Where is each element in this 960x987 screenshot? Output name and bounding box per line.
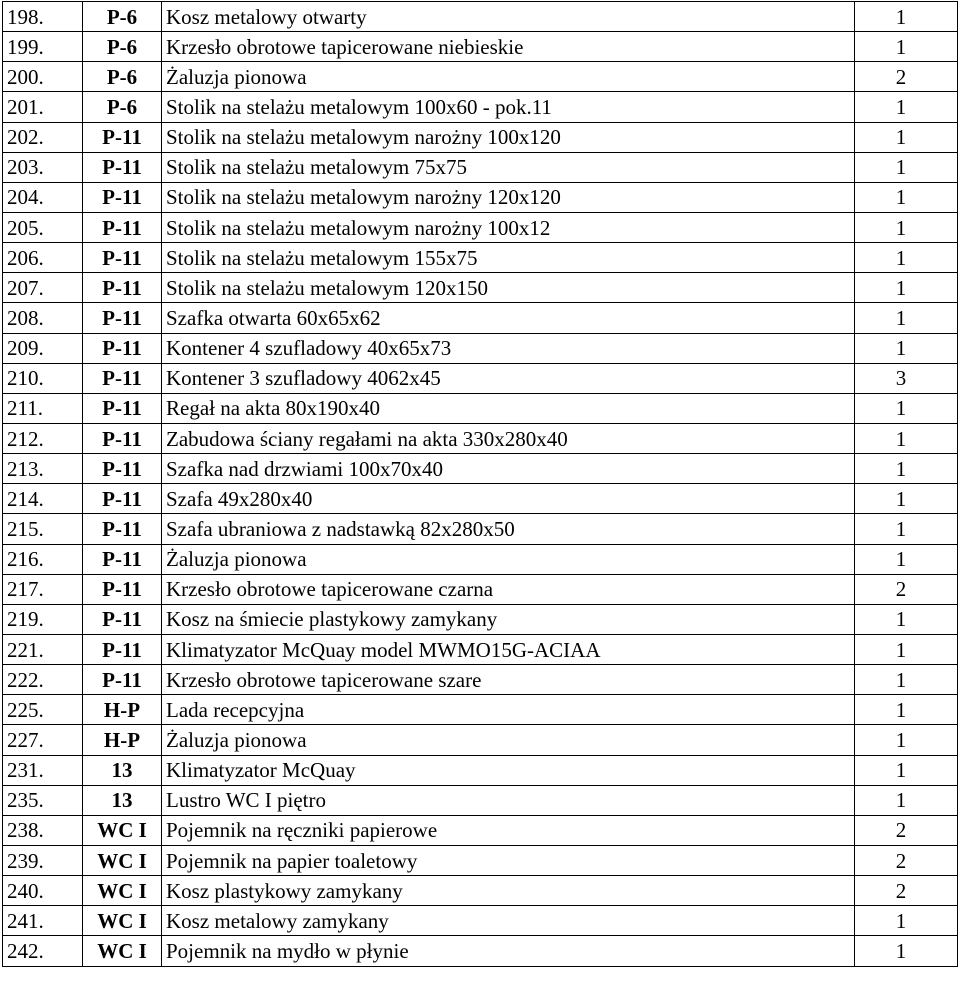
item-name-cell: Pojemnik na ręczniki papierowe <box>162 815 855 845</box>
room-code-cell: H-P <box>83 725 162 755</box>
quantity-cell: 1 <box>855 634 958 664</box>
table-row <box>3 725 958 755</box>
room-code-cell: P-11 <box>83 122 162 152</box>
table-row <box>3 212 958 242</box>
inventory-table-body <box>3 2 958 967</box>
item-name-cell: Żaluzja pionowa <box>162 725 855 755</box>
room-code-cell: P-11 <box>83 363 162 393</box>
quantity-cell: 1 <box>855 303 958 333</box>
item-number-cell: 203. <box>3 152 83 182</box>
room-code-cell: WC I <box>83 936 162 966</box>
item-number-cell: 205. <box>3 212 83 242</box>
quantity-cell: 2 <box>855 62 958 92</box>
item-name-cell: Stolik na stelażu metalowym 155x75 <box>162 243 855 273</box>
room-code-cell: WC I <box>83 815 162 845</box>
room-code-cell: P-11 <box>83 634 162 664</box>
table-row <box>3 303 958 333</box>
table-row <box>3 92 958 122</box>
quantity-cell: 1 <box>855 604 958 634</box>
quantity-cell: 1 <box>855 423 958 453</box>
room-code-cell: P-11 <box>83 604 162 634</box>
table-row <box>3 243 958 273</box>
table-row <box>3 514 958 544</box>
item-name-cell: Stolik na stelażu metalowym narożny 120x120 <box>162 182 855 212</box>
item-number-cell: 204. <box>3 182 83 212</box>
item-name-cell: Stolik na stelażu metalowym 75x75 <box>162 152 855 182</box>
quantity-cell: 1 <box>855 665 958 695</box>
item-number-cell: 238. <box>3 815 83 845</box>
item-number-cell: 212. <box>3 423 83 453</box>
quantity-cell: 1 <box>855 785 958 815</box>
table-row <box>3 785 958 815</box>
quantity-cell: 3 <box>855 363 958 393</box>
item-name-cell: Zabudowa ściany regałami na akta 330x280x40 <box>162 423 855 453</box>
item-number-cell: 222. <box>3 665 83 695</box>
item-name-cell: Żaluzja pionowa <box>162 544 855 574</box>
room-code-cell: P-6 <box>83 2 162 32</box>
item-number-cell: 201. <box>3 92 83 122</box>
item-number-cell: 214. <box>3 484 83 514</box>
quantity-cell: 1 <box>855 906 958 936</box>
room-code-cell: P-11 <box>83 273 162 303</box>
table-row <box>3 815 958 845</box>
room-code-cell: P-11 <box>83 574 162 604</box>
table-row <box>3 32 958 62</box>
item-name-cell: Szafka nad drzwiami 100x70x40 <box>162 454 855 484</box>
item-name-cell: Żaluzja pionowa <box>162 62 855 92</box>
quantity-cell: 1 <box>855 544 958 574</box>
item-number-cell: 200. <box>3 62 83 92</box>
quantity-cell: 1 <box>855 243 958 273</box>
table-row <box>3 273 958 303</box>
quantity-cell: 2 <box>855 845 958 875</box>
table-row <box>3 333 958 363</box>
quantity-cell: 1 <box>855 936 958 966</box>
item-name-cell: Kosz metalowy zamykany <box>162 906 855 936</box>
item-name-cell: Krzesło obrotowe tapicerowane niebieskie <box>162 32 855 62</box>
quantity-cell: 1 <box>855 695 958 725</box>
quantity-cell: 1 <box>855 454 958 484</box>
room-code-cell: P-11 <box>83 182 162 212</box>
table-row <box>3 484 958 514</box>
quantity-cell: 1 <box>855 92 958 122</box>
quantity-cell: 1 <box>855 32 958 62</box>
quantity-cell: 1 <box>855 212 958 242</box>
room-code-cell: WC I <box>83 876 162 906</box>
item-name-cell: Klimatyzator McQuay model MWMO15G-ACIAA <box>162 634 855 664</box>
table-row <box>3 454 958 484</box>
item-number-cell: 221. <box>3 634 83 664</box>
item-number-cell: 198. <box>3 2 83 32</box>
table-row <box>3 665 958 695</box>
inventory-table <box>2 1 958 967</box>
item-number-cell: 215. <box>3 514 83 544</box>
room-code-cell: P-11 <box>83 484 162 514</box>
item-number-cell: 241. <box>3 906 83 936</box>
table-row <box>3 604 958 634</box>
quantity-cell: 1 <box>855 333 958 363</box>
quantity-cell: 1 <box>855 182 958 212</box>
item-name-cell: Pojemnik na papier toaletowy <box>162 845 855 875</box>
table-row <box>3 122 958 152</box>
item-name-cell: Klimatyzator McQuay <box>162 755 855 785</box>
quantity-cell: 1 <box>855 755 958 785</box>
item-number-cell: 217. <box>3 574 83 604</box>
item-name-cell: Regał na akta 80x190x40 <box>162 393 855 423</box>
item-number-cell: 219. <box>3 604 83 634</box>
room-code-cell: P-6 <box>83 92 162 122</box>
item-name-cell: Kontener 4 szufladowy 40x65x73 <box>162 333 855 363</box>
room-code-cell: P-6 <box>83 62 162 92</box>
item-name-cell: Stolik na stelażu metalowym 100x60 - pok.11 <box>162 92 855 122</box>
room-code-cell: WC I <box>83 845 162 875</box>
item-name-cell: Kosz na śmiecie plastykowy zamykany <box>162 604 855 634</box>
item-name-cell: Pojemnik na mydło w płynie <box>162 936 855 966</box>
item-number-cell: 240. <box>3 876 83 906</box>
room-code-cell: P-11 <box>83 333 162 363</box>
room-code-cell: P-11 <box>83 243 162 273</box>
item-number-cell: 213. <box>3 454 83 484</box>
table-row <box>3 876 958 906</box>
quantity-cell: 2 <box>855 574 958 604</box>
table-row <box>3 363 958 393</box>
table-row <box>3 152 958 182</box>
quantity-cell: 1 <box>855 152 958 182</box>
room-code-cell: P-11 <box>83 212 162 242</box>
item-name-cell: Krzesło obrotowe tapicerowane szare <box>162 665 855 695</box>
quantity-cell: 1 <box>855 273 958 303</box>
item-name-cell: Krzesło obrotowe tapicerowane czarna <box>162 574 855 604</box>
item-number-cell: 242. <box>3 936 83 966</box>
table-row <box>3 755 958 785</box>
quantity-cell: 1 <box>855 122 958 152</box>
item-number-cell: 231. <box>3 755 83 785</box>
room-code-cell: H-P <box>83 695 162 725</box>
item-number-cell: 207. <box>3 273 83 303</box>
item-name-cell: Stolik na stelażu metalowym narożny 100x120 <box>162 122 855 152</box>
quantity-cell: 1 <box>855 725 958 755</box>
table-row <box>3 695 958 725</box>
item-name-cell: Kosz plastykowy zamykany <box>162 876 855 906</box>
room-code-cell: 13 <box>83 755 162 785</box>
table-row <box>3 62 958 92</box>
room-code-cell: P-11 <box>83 544 162 574</box>
table-row <box>3 182 958 212</box>
item-name-cell: Szafa ubraniowa z nadstawką 82x280x50 <box>162 514 855 544</box>
item-number-cell: 206. <box>3 243 83 273</box>
quantity-cell: 1 <box>855 393 958 423</box>
item-name-cell: Lustro WC I piętro <box>162 785 855 815</box>
item-number-cell: 239. <box>3 845 83 875</box>
table-row <box>3 936 958 966</box>
room-code-cell: 13 <box>83 785 162 815</box>
room-code-cell: P-11 <box>83 303 162 333</box>
room-code-cell: P-11 <box>83 423 162 453</box>
quantity-cell: 1 <box>855 2 958 32</box>
item-name-cell: Stolik na stelażu metalowym narożny 100x12 <box>162 212 855 242</box>
item-number-cell: 211. <box>3 393 83 423</box>
item-number-cell: 216. <box>3 544 83 574</box>
room-code-cell: P-11 <box>83 393 162 423</box>
quantity-cell: 2 <box>855 815 958 845</box>
room-code-cell: P-11 <box>83 665 162 695</box>
quantity-cell: 1 <box>855 484 958 514</box>
table-row <box>3 393 958 423</box>
room-code-cell: P-6 <box>83 32 162 62</box>
item-name-cell: Lada recepcyjna <box>162 695 855 725</box>
item-number-cell: 202. <box>3 122 83 152</box>
room-code-cell: P-11 <box>83 152 162 182</box>
room-code-cell: P-11 <box>83 514 162 544</box>
table-row <box>3 906 958 936</box>
quantity-cell: 2 <box>855 876 958 906</box>
item-name-cell: Szafka otwarta 60x65x62 <box>162 303 855 333</box>
item-number-cell: 227. <box>3 725 83 755</box>
item-name-cell: Kosz metalowy otwarty <box>162 2 855 32</box>
table-row <box>3 2 958 32</box>
table-row <box>3 544 958 574</box>
item-number-cell: 210. <box>3 363 83 393</box>
table-row <box>3 634 958 664</box>
room-code-cell: WC I <box>83 906 162 936</box>
item-name-cell: Kontener 3 szufladowy 4062x45 <box>162 363 855 393</box>
room-code-cell: P-11 <box>83 454 162 484</box>
table-row <box>3 845 958 875</box>
item-number-cell: 225. <box>3 695 83 725</box>
table-row <box>3 423 958 453</box>
item-name-cell: Szafa 49x280x40 <box>162 484 855 514</box>
item-number-cell: 208. <box>3 303 83 333</box>
table-row <box>3 574 958 604</box>
quantity-cell: 1 <box>855 514 958 544</box>
item-name-cell: Stolik na stelażu metalowym 120x150 <box>162 273 855 303</box>
item-number-cell: 235. <box>3 785 83 815</box>
item-number-cell: 209. <box>3 333 83 363</box>
item-number-cell: 199. <box>3 32 83 62</box>
